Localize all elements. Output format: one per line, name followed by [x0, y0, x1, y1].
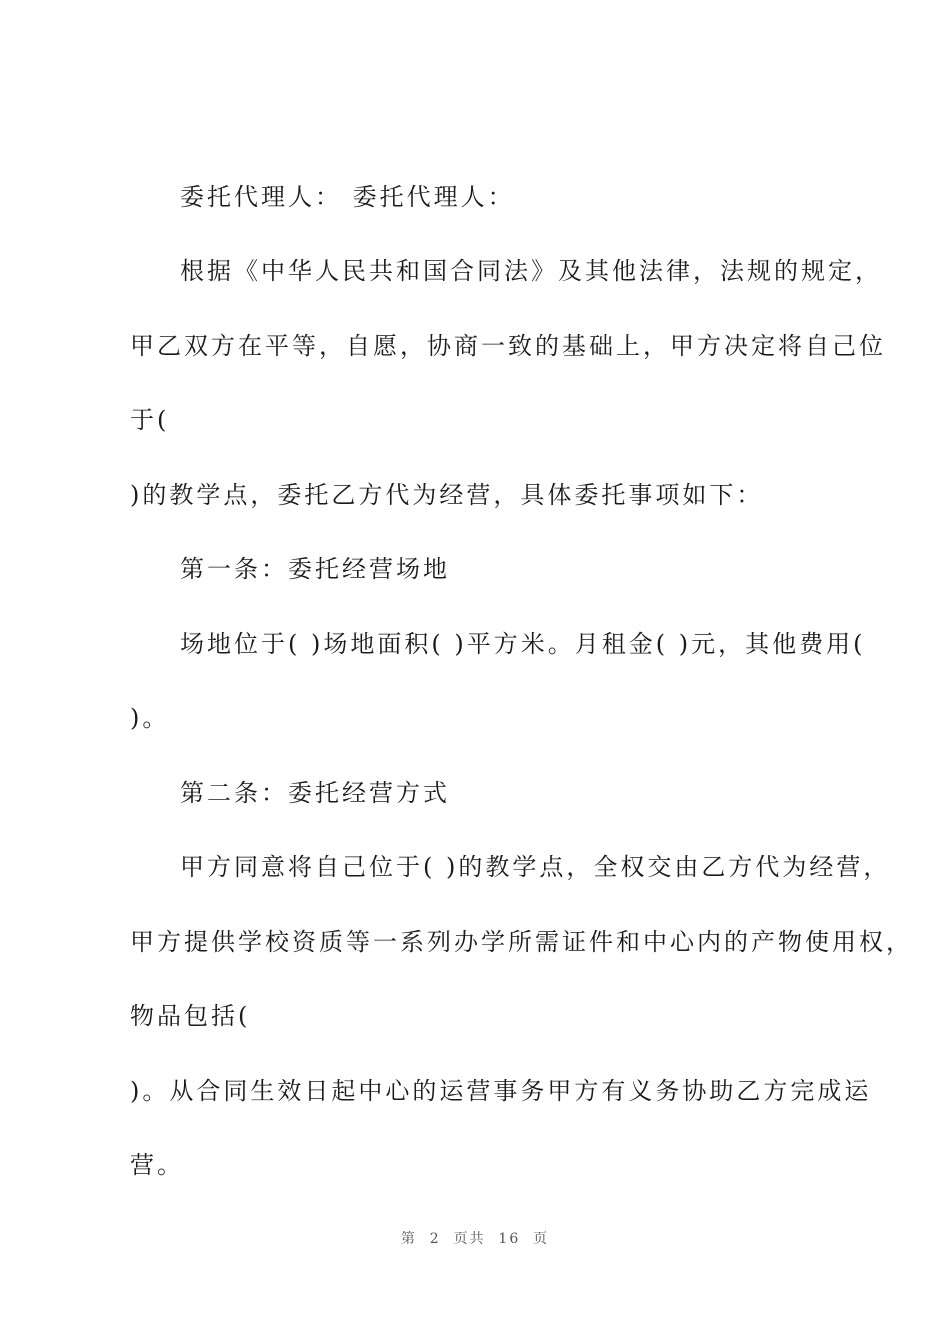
- agent-line: 委托代理人： 委托代理人：: [180, 183, 515, 211]
- paragraph-line: 甲方同意将自己位于( )的教学点，全权交由乙方代为经营，: [180, 853, 891, 881]
- paragraph-line: 物品包括(: [130, 1002, 251, 1030]
- paragraph-line: 根据《中华人民共和国合同法》及其他法律，法规的规定，: [180, 257, 882, 285]
- section-heading: 第一条：委托经营场地: [180, 555, 450, 583]
- paragraph-line: 甲方提供学校资质等一系列办学所需证件和中心内的产物使用权，: [130, 928, 913, 956]
- paragraph-line: 甲乙双方在平等，自愿，协商一致的基础上，甲方决定将自己位: [130, 332, 886, 360]
- paragraph-line: 营。: [130, 1151, 184, 1179]
- paragraph-line: )。从合同生效日起中心的运营事务甲方有义务协助乙方完成运: [130, 1077, 872, 1105]
- paragraph-line: )。: [130, 704, 170, 732]
- paragraph-line: 于(: [130, 406, 170, 434]
- paragraph-line: )的教学点，委托乙方代为经营，具体委托事项如下：: [130, 481, 764, 509]
- section-heading: 第二条：委托经营方式: [180, 779, 450, 807]
- page-number-footer: 第 2 页共 16 页: [400, 1231, 550, 1247]
- paragraph-line: 场地位于( )场地面积( )平方米。月租金( )元，其他费用(: [180, 630, 866, 658]
